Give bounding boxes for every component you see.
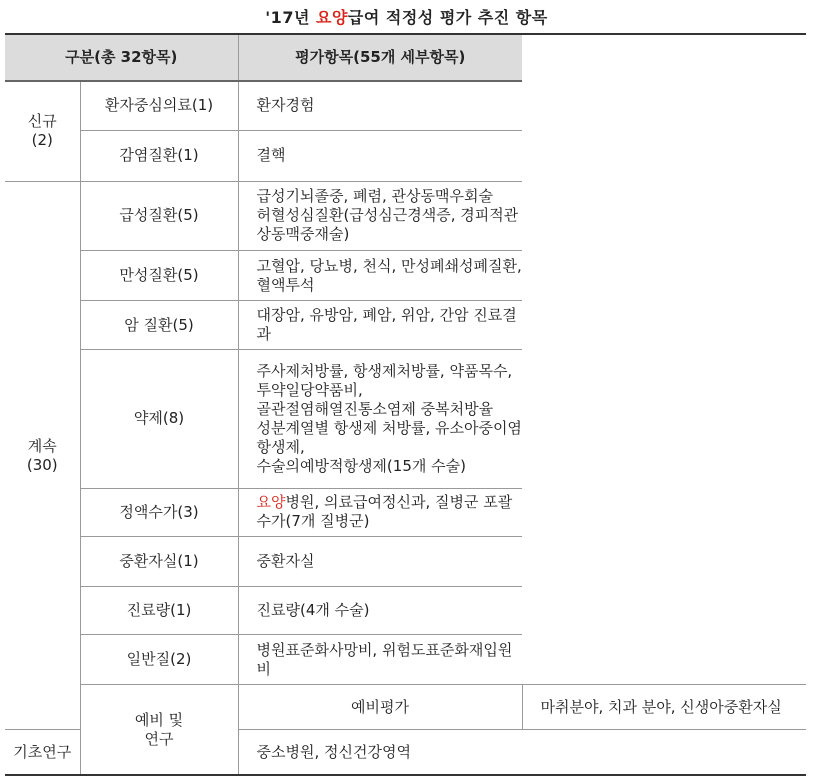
category-cell: 진료량(1) bbox=[80, 586, 238, 634]
category-cell: 기초연구 bbox=[5, 730, 80, 775]
category-cell: 급성질환(5) bbox=[80, 181, 238, 250]
item-cell: 중소병원, 정신건강영역 bbox=[238, 730, 522, 775]
table-row bbox=[5, 635, 806, 685]
title-highlight: 요양 bbox=[315, 8, 348, 27]
category-cell: 환자중심의료(1) bbox=[80, 81, 238, 130]
title-suffix: 급여 적정성 평가 추진 항목 bbox=[347, 8, 548, 27]
table-row bbox=[5, 586, 806, 634]
category-cell: 감염질환(1) bbox=[80, 130, 238, 181]
table-row bbox=[5, 350, 806, 488]
category-cell: 중환자실(1) bbox=[80, 536, 238, 586]
item-cell: 요양병원, 의료급여정신과, 질병군 포괄수가(7개 질병군) bbox=[238, 488, 522, 536]
header-category: 구분(총 32항목) bbox=[5, 34, 238, 81]
item-cell: 고혈압, 당뇨병, 천식, 만성폐쇄성폐질환, 혈액투석 bbox=[238, 250, 522, 300]
item-cell: 환자경험 bbox=[238, 81, 522, 130]
group-continuing: 계속 (30) bbox=[5, 181, 80, 730]
category-cell: 정액수가(3) bbox=[80, 488, 238, 536]
table-row bbox=[5, 301, 806, 350]
item-cell: 결핵 bbox=[238, 130, 522, 181]
header-items: 평가항목(55개 세부항목) bbox=[238, 34, 522, 81]
item-cell: 진료량(4개 수술) bbox=[238, 586, 522, 634]
table-row bbox=[5, 181, 806, 250]
highlighted-word: 요양 bbox=[256, 493, 286, 512]
table-row bbox=[5, 130, 806, 181]
category-cell: 약제(8) bbox=[80, 350, 238, 488]
group-preliminary: 예비 및 연구 bbox=[80, 685, 238, 775]
item-cell: 급성기뇌졸중, 폐렴, 관상동맥우회술 허혈성심질환(급성심근경색증, 경피적관상동맥중재술) bbox=[238, 181, 522, 250]
item-cell: 대장암, 유방암, 폐암, 위암, 간암 진료결과 bbox=[238, 301, 522, 350]
category-cell: 일반질(2) bbox=[80, 635, 238, 685]
title-prefix: '17년 bbox=[265, 8, 316, 27]
table-row bbox=[5, 488, 806, 536]
item-cell: 병원표준화사망비, 위험도표준화재입원비 bbox=[238, 635, 522, 685]
header-row bbox=[5, 34, 806, 81]
item-cell: 주사제처방률, 항생제처방률, 약품목수, 투약일당약품비, 골관절염해열진통소염제 중복처방율 성분계열별 항생제 처방률, 유소아중이염 항생제, 수술의예방적항생제(15개 수술) bbox=[238, 350, 522, 488]
category-cell: 만성질환(5) bbox=[80, 250, 238, 300]
page-title bbox=[0, 5, 813, 29]
table-row bbox=[5, 536, 806, 586]
category-cell: 예비평가 bbox=[238, 685, 522, 730]
table-row bbox=[5, 685, 806, 730]
evaluation-table bbox=[5, 33, 806, 776]
group-new: 신규 (2) bbox=[5, 81, 80, 181]
item-cell: 마취분야, 치과 분야, 신생아중환자실 bbox=[522, 685, 806, 730]
item-cell: 중환자실 bbox=[238, 536, 522, 586]
category-cell: 암 질환(5) bbox=[80, 301, 238, 350]
table-row bbox=[5, 81, 806, 130]
table-row bbox=[5, 250, 806, 300]
